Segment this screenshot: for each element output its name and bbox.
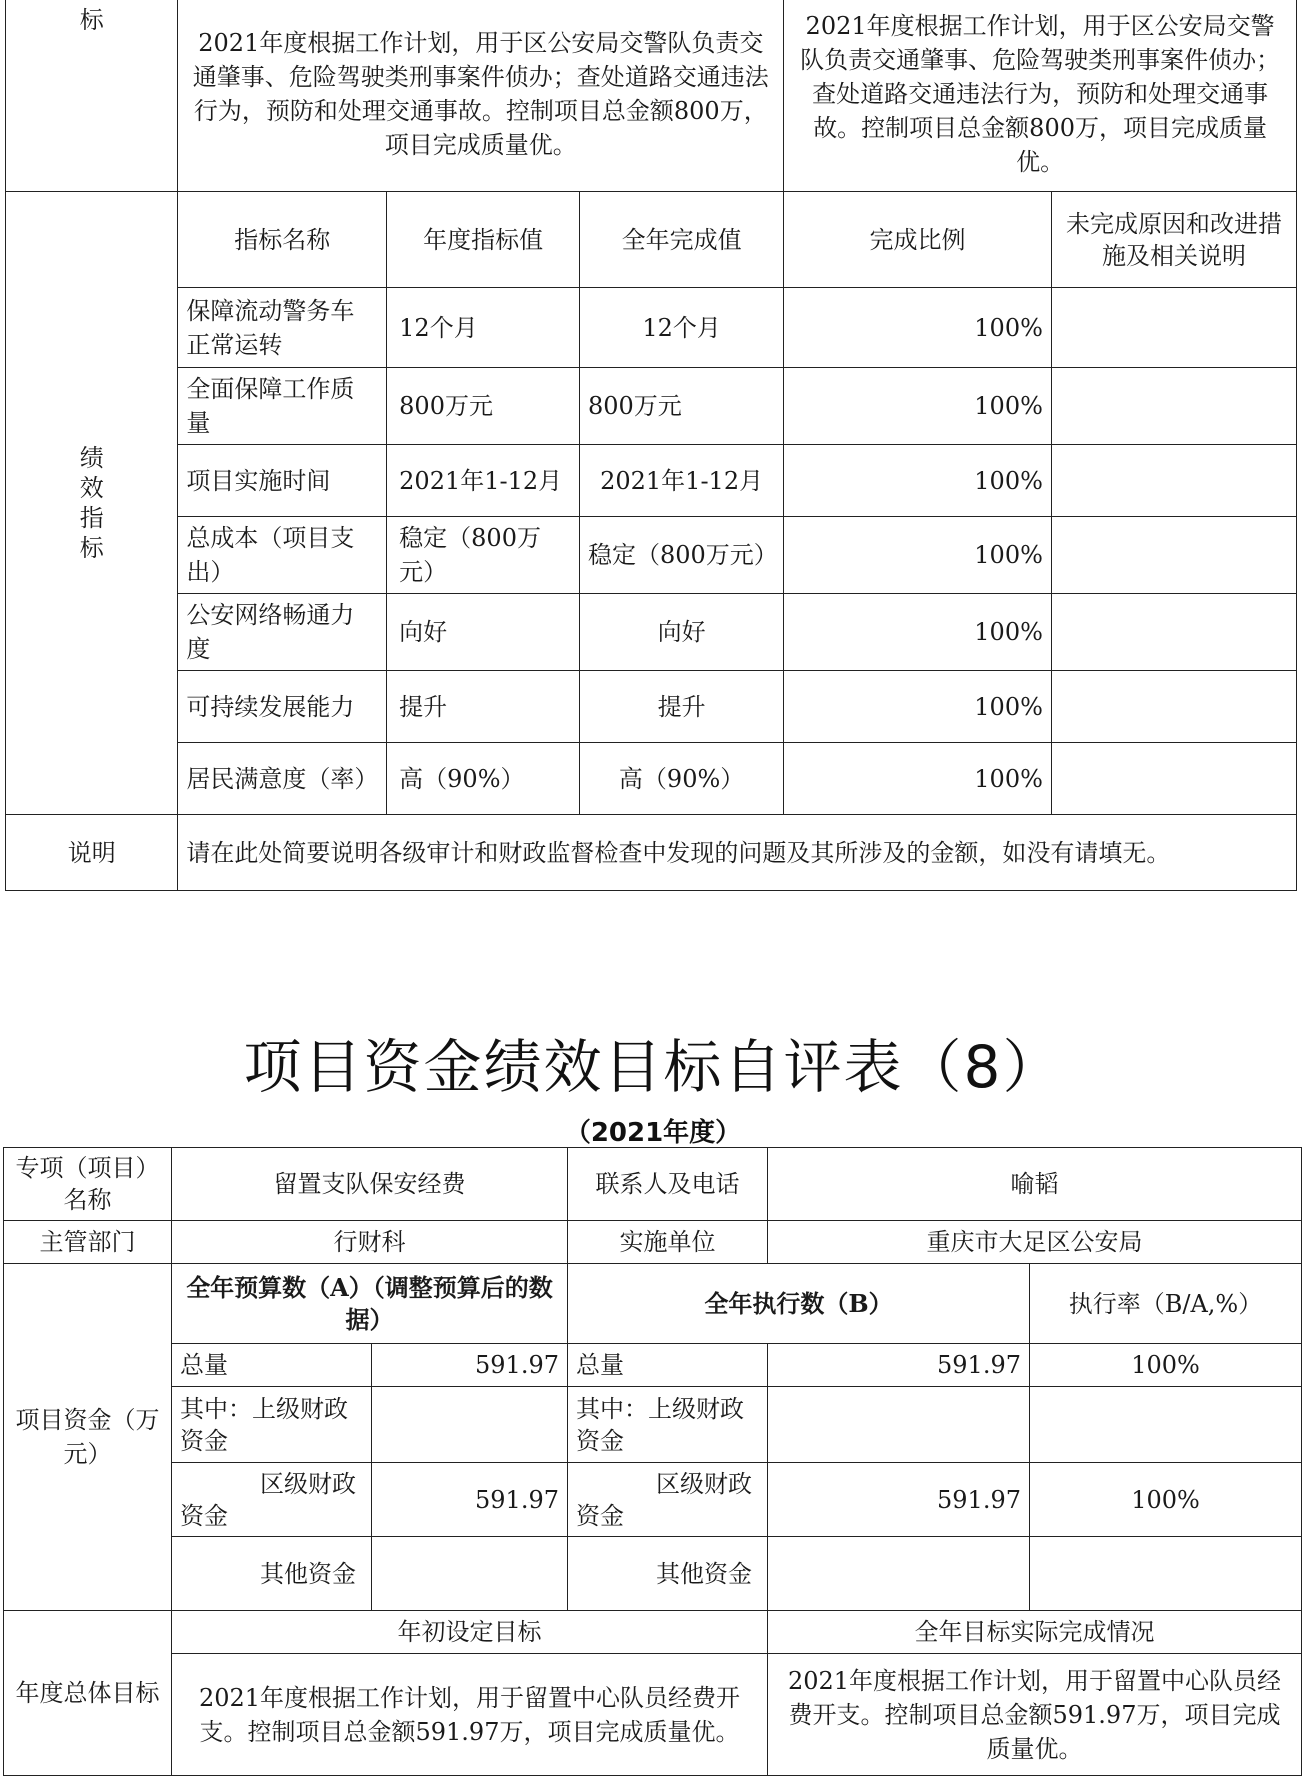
perf-label-char: 绩 [79,444,104,472]
exec-header: 全年执行数（B） [568,1264,1030,1344]
indicator-actual: 800万元 [580,368,784,445]
goal-actual-text: 2021年度根据工作计划，用于留置中心队员经费开支。控制项目总金额591.97万，项目完成质量优。 [768,1654,1302,1776]
funds-label: 项目资金（万元） [4,1264,172,1611]
perf-indicator-label [6,192,178,815]
indicator-name: 公安网络畅通力度 [178,594,387,671]
indicator-ratio: 100% [784,743,1052,815]
note-text: 请在此处简要说明各级审计和财政监督检查中发现的问题及其所涉及的金额，如没有请填无。 [178,815,1297,891]
indicator-target: 800万元 [387,368,580,445]
unit-label: 实施单位 [568,1221,768,1264]
indicator-actual: 向好 [580,594,784,671]
header-completion-ratio: 完成比例 [784,192,1052,288]
indicator-reason [1051,445,1296,517]
exec-value: 591.97 [768,1344,1030,1387]
budget-label: 其他资金 [172,1537,372,1611]
exec-label: 总量 [568,1344,768,1387]
indicator-actual: 提升 [580,671,784,743]
exec-value [768,1537,1030,1611]
indicator-target: 12个月 [387,288,580,368]
indicator-name: 全面保障工作质量 [178,368,387,445]
indicator-reason [1051,517,1296,594]
table-row [4,1387,1302,1463]
indicator-target: 提升 [387,671,580,743]
project-name: 留置支队保安经费 [172,1148,568,1221]
budget-value [372,1387,568,1463]
budget-label: 区级财政资金 [172,1463,372,1537]
budget-value: 591.97 [372,1344,568,1387]
exec-label: 其中：上级财政资金 [568,1387,768,1463]
project-name-label: 专项（项目）名称 [4,1148,172,1221]
indicator-ratio: 100% [784,445,1052,517]
contact-label: 联系人及电话 [568,1148,768,1221]
indicator-target: 高（90%） [387,743,580,815]
indicator-ratio: 100% [784,594,1052,671]
header-reason: 未完成原因和改进措施及相关说明 [1051,192,1296,288]
indicator-actual: 高（90%） [580,743,784,815]
goal-label-tail: 标 [6,0,178,192]
rate-header: 执行率（B/A,%） [1030,1264,1302,1344]
indicator-name: 总成本（项目支出） [178,517,387,594]
rate-value: 100% [1030,1344,1302,1387]
table-row [6,671,1297,743]
exec-value: 591.97 [768,1463,1030,1537]
dept-label: 主管部门 [4,1221,172,1264]
performance-table [5,0,1297,891]
budget-value [372,1537,568,1611]
fund-table [3,1147,1302,1776]
annual-goal-label: 年度总体目标 [4,1611,172,1776]
header-annual-target: 年度指标值 [387,192,580,288]
goal-set-text: 2021年度根据工作计划，用于区公安局交警队负责交通肇事、危险驾驶类刑事案件侦办；查处道路交通违法行为，预防和处理交通事故。控制项目总金额800万，项目完成质量优。 [178,0,784,192]
header-actual-value: 全年完成值 [580,192,784,288]
exec-label: 区级财政资金 [568,1463,768,1537]
indicator-name: 保障流动警务车正常运转 [178,288,387,368]
table-row [6,445,1297,517]
indicator-reason [1051,368,1296,445]
page-title: 项目资金绩效目标自评表（8） [243,1033,1063,1101]
year-subtitle: （2021年度） [564,1118,742,1148]
table-row [4,1537,1302,1611]
indicator-reason [1051,288,1296,368]
table-row [4,1344,1302,1387]
contact-value: 喻韬 [768,1148,1302,1221]
exec-label: 其他资金 [568,1537,768,1611]
indicator-ratio: 100% [784,517,1052,594]
indicator-ratio: 100% [784,288,1052,368]
budget-label: 总量 [172,1344,372,1387]
perf-label-char: 效 [79,474,104,502]
table-row [6,517,1297,594]
unit-value: 重庆市大足区公安局 [768,1221,1302,1264]
budget-header: 全年预算数（A）（调整预算后的数据） [172,1264,568,1344]
indicator-reason [1051,594,1296,671]
table-row [4,1463,1302,1537]
indicator-reason [1051,671,1296,743]
header-indicator-name: 指标名称 [178,192,387,288]
indicator-reason [1051,743,1296,815]
dept-value: 行财科 [172,1221,568,1264]
note-label: 说明 [6,815,178,891]
goal-actual-header: 全年目标实际完成情况 [768,1611,1302,1654]
indicator-target: 稳定（800万元） [387,517,580,594]
budget-label: 其中：上级财政资金 [172,1387,372,1463]
indicator-actual: 12个月 [580,288,784,368]
goal-set-header: 年初设定目标 [172,1611,768,1654]
table-row [6,288,1297,368]
table-row [6,368,1297,445]
indicator-ratio: 100% [784,368,1052,445]
rate-value [1030,1537,1302,1611]
goal-actual-text: 2021年度根据工作计划，用于区公安局交警队负责交通肇事、危险驾驶类刑事案件侦办；查处道路交通违法行为，预防和处理交通事故。控制项目总金额800万，项目完成质量优。 [784,0,1297,192]
indicator-ratio: 100% [784,671,1052,743]
rate-value: 100% [1030,1463,1302,1537]
exec-value [768,1387,1030,1463]
indicator-actual: 2021年1-12月 [580,445,784,517]
indicator-name: 可持续发展能力 [178,671,387,743]
rate-value [1030,1387,1302,1463]
perf-label-char: 标 [79,534,104,562]
budget-value: 591.97 [372,1463,568,1537]
goal-set-text: 2021年度根据工作计划，用于留置中心队员经费开支。控制项目总金额591.97万，项目完成质量优。 [172,1654,768,1776]
table-row [6,743,1297,815]
indicator-name: 居民满意度（率） [178,743,387,815]
table-row [6,594,1297,671]
indicator-target: 2021年1-12月 [387,445,580,517]
indicator-actual: 稳定（800万元） [580,517,784,594]
perf-label-char: 指 [79,504,104,532]
indicator-target: 向好 [387,594,580,671]
indicator-name: 项目实施时间 [178,445,387,517]
